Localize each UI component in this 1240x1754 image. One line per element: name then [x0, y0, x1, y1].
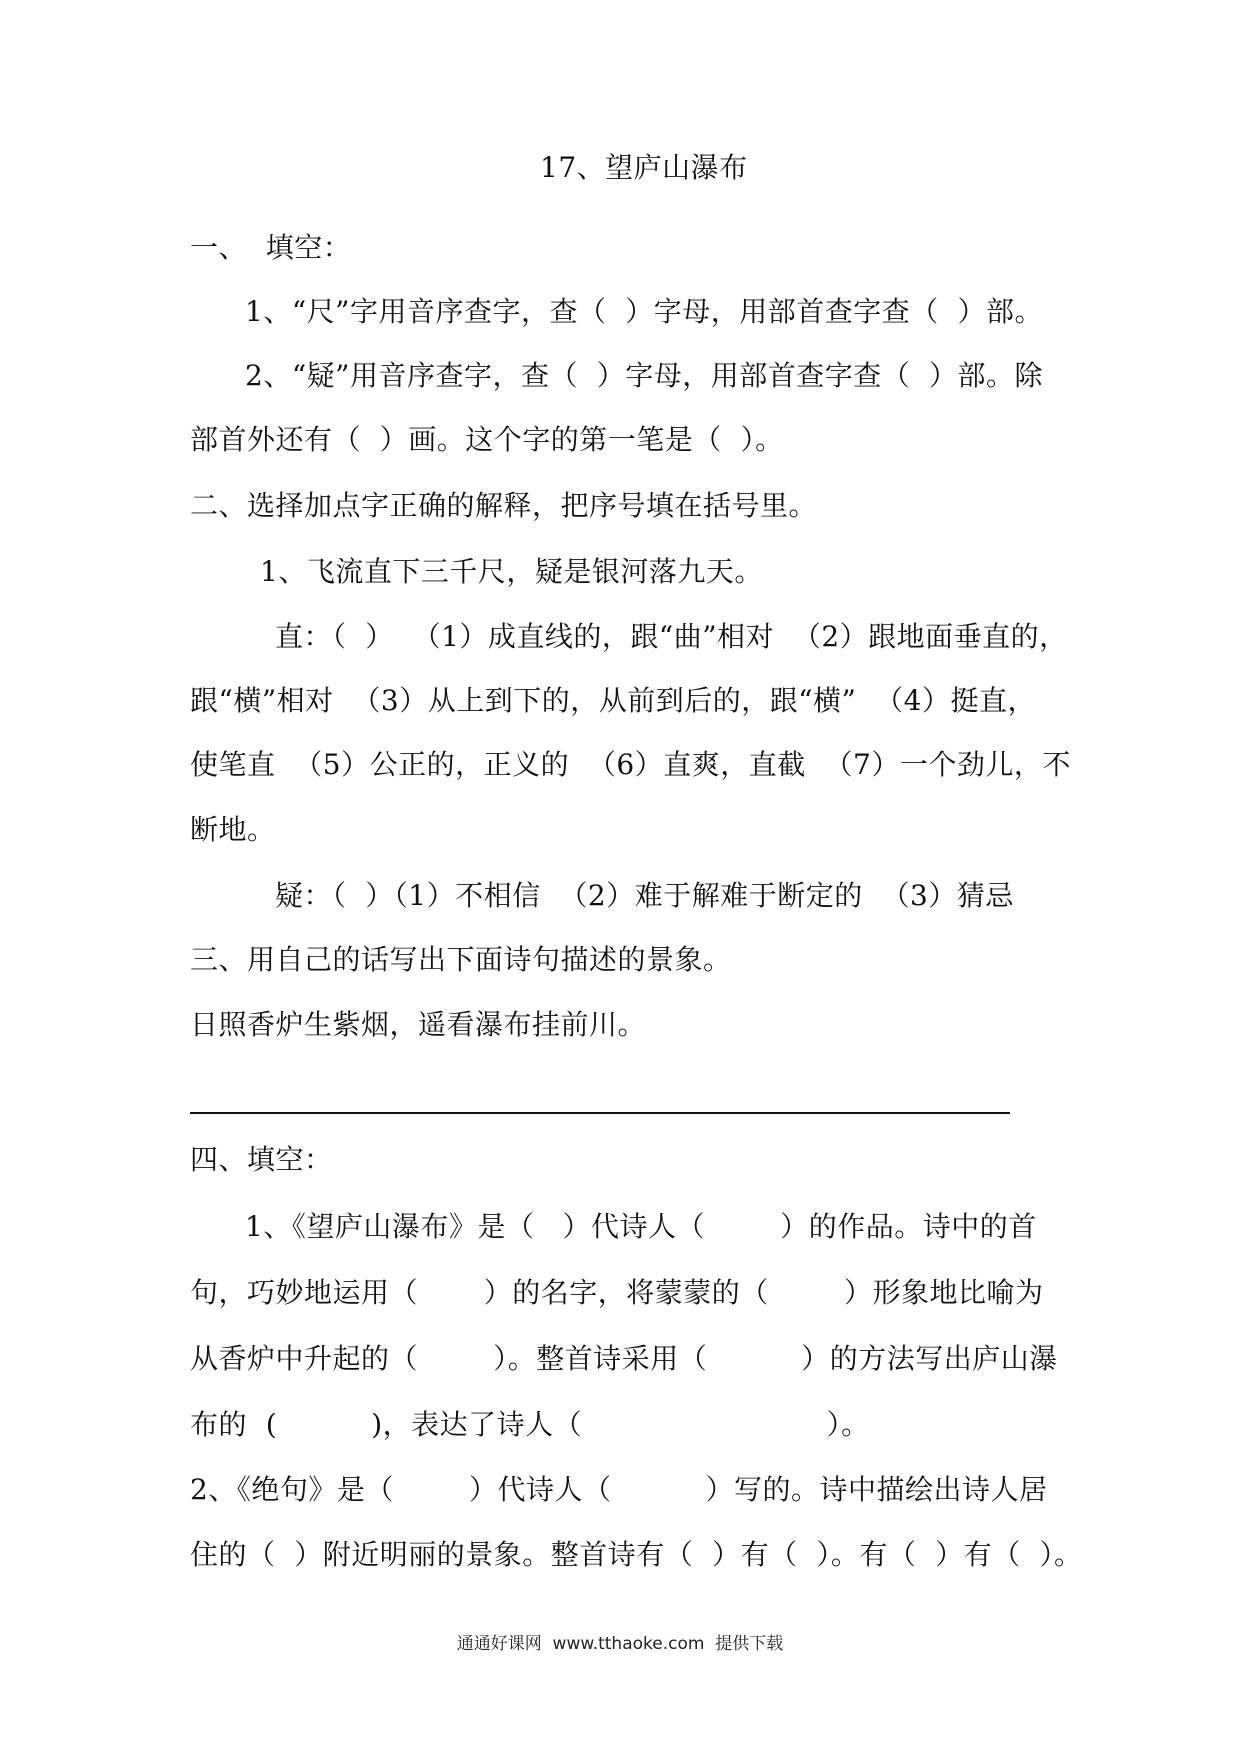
- section1-question-2-line-2: 部首外还有（ ）画。这个字的第一笔是（ ）。: [190, 423, 784, 456]
- section4-question-1-line-4: 布的 ( )，表达了诗人（ ）。: [190, 1408, 870, 1441]
- zhi-definitions-line-4: 断地。: [190, 813, 276, 846]
- footer-source-link[interactable]: 通通好课网 www.tthaoke.com 提供下载: [456, 1634, 784, 1654]
- zhi-definitions-line-2: 跟“横”相对 （3）从上到下的，从前到后的，跟“横” （4）挺直，: [190, 684, 1036, 717]
- section3-heading: 三、用自己的话写出下面诗句描述的景象。: [190, 943, 732, 976]
- zhi-definitions-line-1: 直：（ ） （1）成直线的，跟“曲”相对 （2）跟地面垂直的，: [275, 620, 1068, 653]
- section4-question-1-line-2: 句，巧妙地运用（ ）的名字，将蒙蒙的（ ）形象地比喻为: [190, 1276, 1044, 1309]
- section1-question-2-line-1: 2、“疑”用音序查字，查（ ）字母，用部首查字查（ ）部。除: [245, 359, 1044, 392]
- section3-poem-line: 日照香炉生紫烟，遥看瀑布挂前川。: [190, 1008, 647, 1041]
- section1-heading: 一、 填空：: [190, 231, 352, 264]
- zhi-definitions-line-3: 使笔直 （5）公正的，正义的 （6）直爽，直截 （7）一个劲儿，不: [190, 748, 1071, 781]
- answer-line: [190, 1112, 1010, 1114]
- section4-question-2-line-1: 2、《绝句》是（ ）代诗人（ ）写的。诗中描绘出诗人居: [190, 1473, 1048, 1506]
- section4-question-1-line-3: 从香炉中升起的（ ）。整首诗采用（ ）的方法写出庐山瀑: [190, 1342, 1058, 1375]
- yi-definitions-line: 疑：（ ）（1）不相信 （2）难于解难于断定的 （3）猜忌: [275, 879, 1014, 912]
- page-title: 17、望庐山瀑布: [540, 151, 748, 184]
- section2-poem-sentence: 1、飞流直下三千尺，疑是银河落九天。: [260, 555, 763, 588]
- section2-heading: 二、选择加点字正确的解释，把序号填在括号里。: [190, 489, 818, 522]
- section1-question-1: 1、“尺”字用音序查字，查（ ）字母，用部首查字查（ ）部。: [245, 295, 1044, 328]
- section4-question-1-line-1: 1、《望庐山瀑布》是（ ）代诗人（ ）的作品。诗中的首: [245, 1210, 1037, 1243]
- section4-question-2-line-2: 住的（ ）附近明丽的景象。整首诗有（ ）有（ ）。有（ ）有（ ）。: [190, 1538, 1083, 1571]
- section4-heading: 四、填空：: [190, 1143, 333, 1176]
